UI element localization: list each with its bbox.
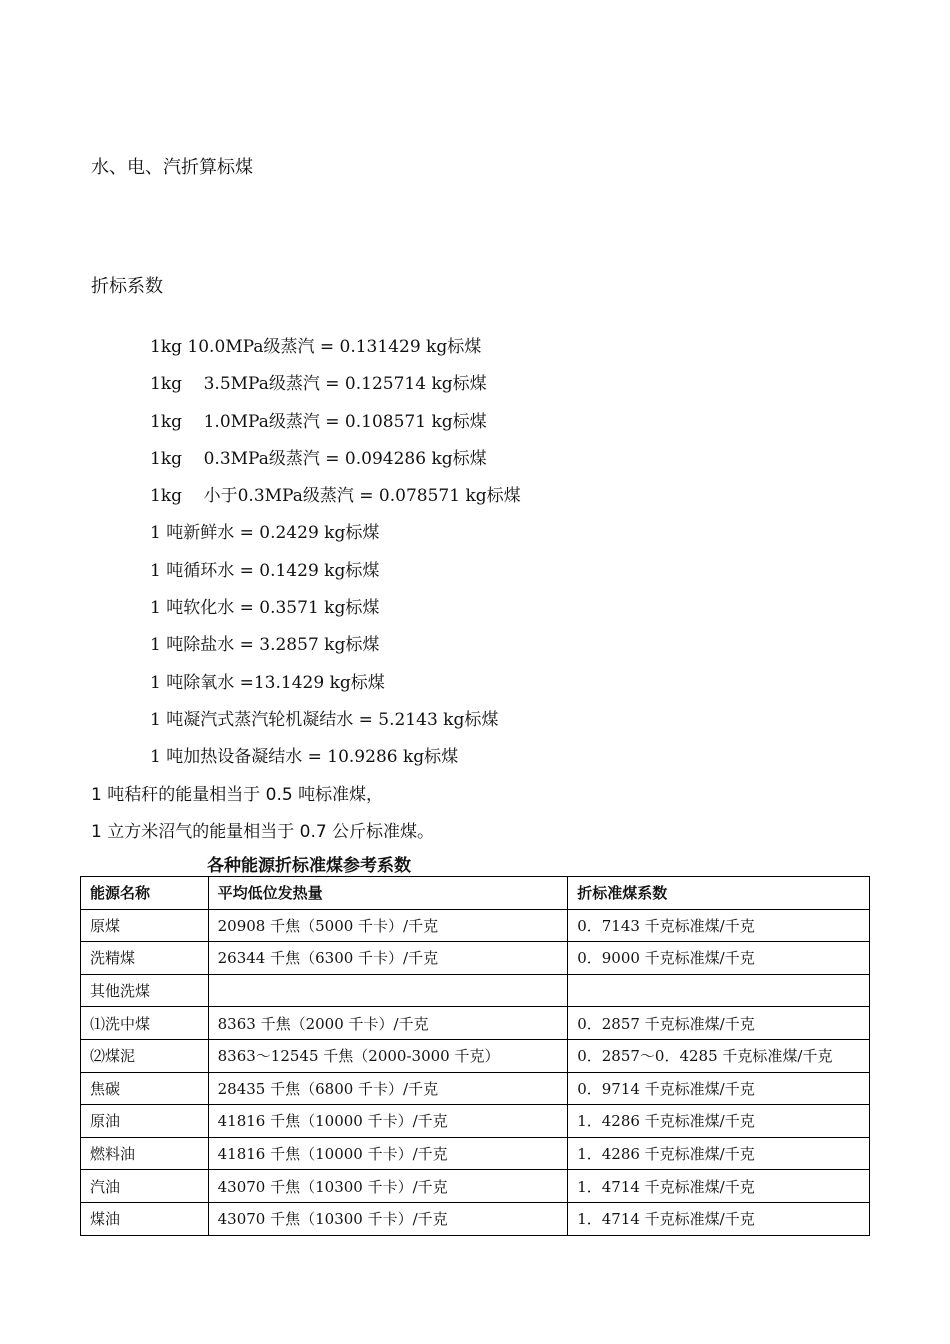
calorific-value-cell: 41816 千焦（10000 千卡）/千克 [208,1137,568,1170]
calorific-value-cell: 28435 千焦（6800 千卡）/千克 [208,1072,568,1105]
straw-note: 1 吨秸秆的能量相当于 0.5 吨标准煤， [91,785,384,805]
coefficient-cell: 1．4286 千克标准煤/千克 [568,1137,870,1170]
table-row [81,1137,870,1170]
calorific-value-cell: 8363～12545 千焦（2000-3000 千克） [208,1039,568,1072]
calorific-value-cell: 20908 千焦（5000 千卡）/千克 [208,909,568,942]
coefficient-list [150,336,521,784]
calorific-value-cell: 8363 千焦（2000 千卡）/千克 [208,1007,568,1040]
coefficient-item: 1 吨软化水 = 0.3571 kg标煤 [150,598,380,619]
energy-name-cell: 原油 [81,1105,209,1138]
coefficient-item: 1kg 1.0MPa级蒸汽 = 0.108571 kg标煤 [150,411,487,432]
header-energy-name: 能源名称 [81,877,209,910]
table-row [81,1105,870,1138]
coefficient-cell: 1．4286 千克标准煤/千克 [568,1105,870,1138]
coefficient-cell: 0．9714 千克标准煤/千克 [568,1072,870,1105]
coefficient-cell: 1．4714 千克标准煤/千克 [568,1202,870,1235]
energy-name-cell: 煤油 [81,1202,209,1235]
table-row [81,1039,870,1072]
coefficient-cell: 0．2857 千克标准煤/千克 [568,1007,870,1040]
table-row [81,942,870,975]
coefficient-item: 1 吨凝汽式蒸汽轮机凝结水 = 5.2143 kg标煤 [150,709,499,730]
coefficient-item: 1 吨新鲜水 = 0.2429 kg标煤 [150,523,380,544]
table-header-row [81,877,870,910]
table-row [81,1072,870,1105]
header-coefficient: 折标准煤系数 [568,877,870,910]
energy-reference-table [80,876,870,1236]
table-row [81,1202,870,1235]
table-row [81,1170,870,1203]
coefficient-item: 1 吨加热设备凝结水 = 10.9286 kg标煤 [150,747,459,768]
coefficient-item: 1kg 小于0.3MPa级蒸汽 = 0.078571 kg标煤 [150,486,521,507]
energy-name-cell: 其他洗煤 [81,974,209,1007]
coefficient-cell: 0．7143 千克标准煤/千克 [568,909,870,942]
coefficient-item: 1 吨除盐水 = 3.2857 kg标煤 [150,635,380,656]
header-calorific-value: 平均低位发热量 [208,877,568,910]
energy-name-cell: 原煤 [81,909,209,942]
energy-name-cell: 洗精煤 [81,942,209,975]
coefficient-item: 1kg 3.5MPa级蒸汽 = 0.125714 kg标煤 [150,374,487,395]
table-row [81,974,870,1007]
calorific-value-cell: 43070 千焦（10300 千卡）/千克 [208,1170,568,1203]
calorific-value-cell: 26344 千焦（6300 千卡）/千克 [208,942,568,975]
table-row [81,909,870,942]
coefficient-item: 1kg 0.3MPa级蒸汽 = 0.094286 kg标煤 [150,448,487,469]
coefficient-item: 1kg 10.0MPa级蒸汽 = 0.131429 kg标煤 [150,337,482,357]
energy-name-cell: 汽油 [81,1170,209,1203]
page-title: 水、电、汽折算标煤 [91,157,253,178]
coefficient-cell: 0．2857～0．4285 千克标准煤/千克 [568,1039,870,1072]
calorific-value-cell [208,974,568,1007]
table-row [81,1007,870,1040]
table-title: 各种能源折标准煤参考系数 [207,856,411,876]
coefficient-cell: 1．4714 千克标准煤/千克 [568,1170,870,1203]
calorific-value-cell: 41816 千焦（10000 千卡）/千克 [208,1105,568,1138]
coefficient-item: 1 吨循环水 = 0.1429 kg标煤 [150,560,380,581]
calorific-value-cell: 43070 千焦（10300 千卡）/千克 [208,1202,568,1235]
biogas-note: 1 立方米沼气的能量相当于 0.7 公斤标准煤。 [91,822,435,842]
energy-name-cell: ⑵煤泥 [81,1039,209,1072]
coefficient-cell: 0．9000 千克标准煤/千克 [568,942,870,975]
coefficient-cell [568,974,870,1007]
energy-name-cell: 燃料油 [81,1137,209,1170]
energy-name-cell: 焦碳 [81,1072,209,1105]
section-subtitle: 折标系数 [91,276,163,297]
coefficient-item: 1 吨除氧水 =13.1429 kg标煤 [150,672,385,693]
energy-name-cell: ⑴洗中煤 [81,1007,209,1040]
